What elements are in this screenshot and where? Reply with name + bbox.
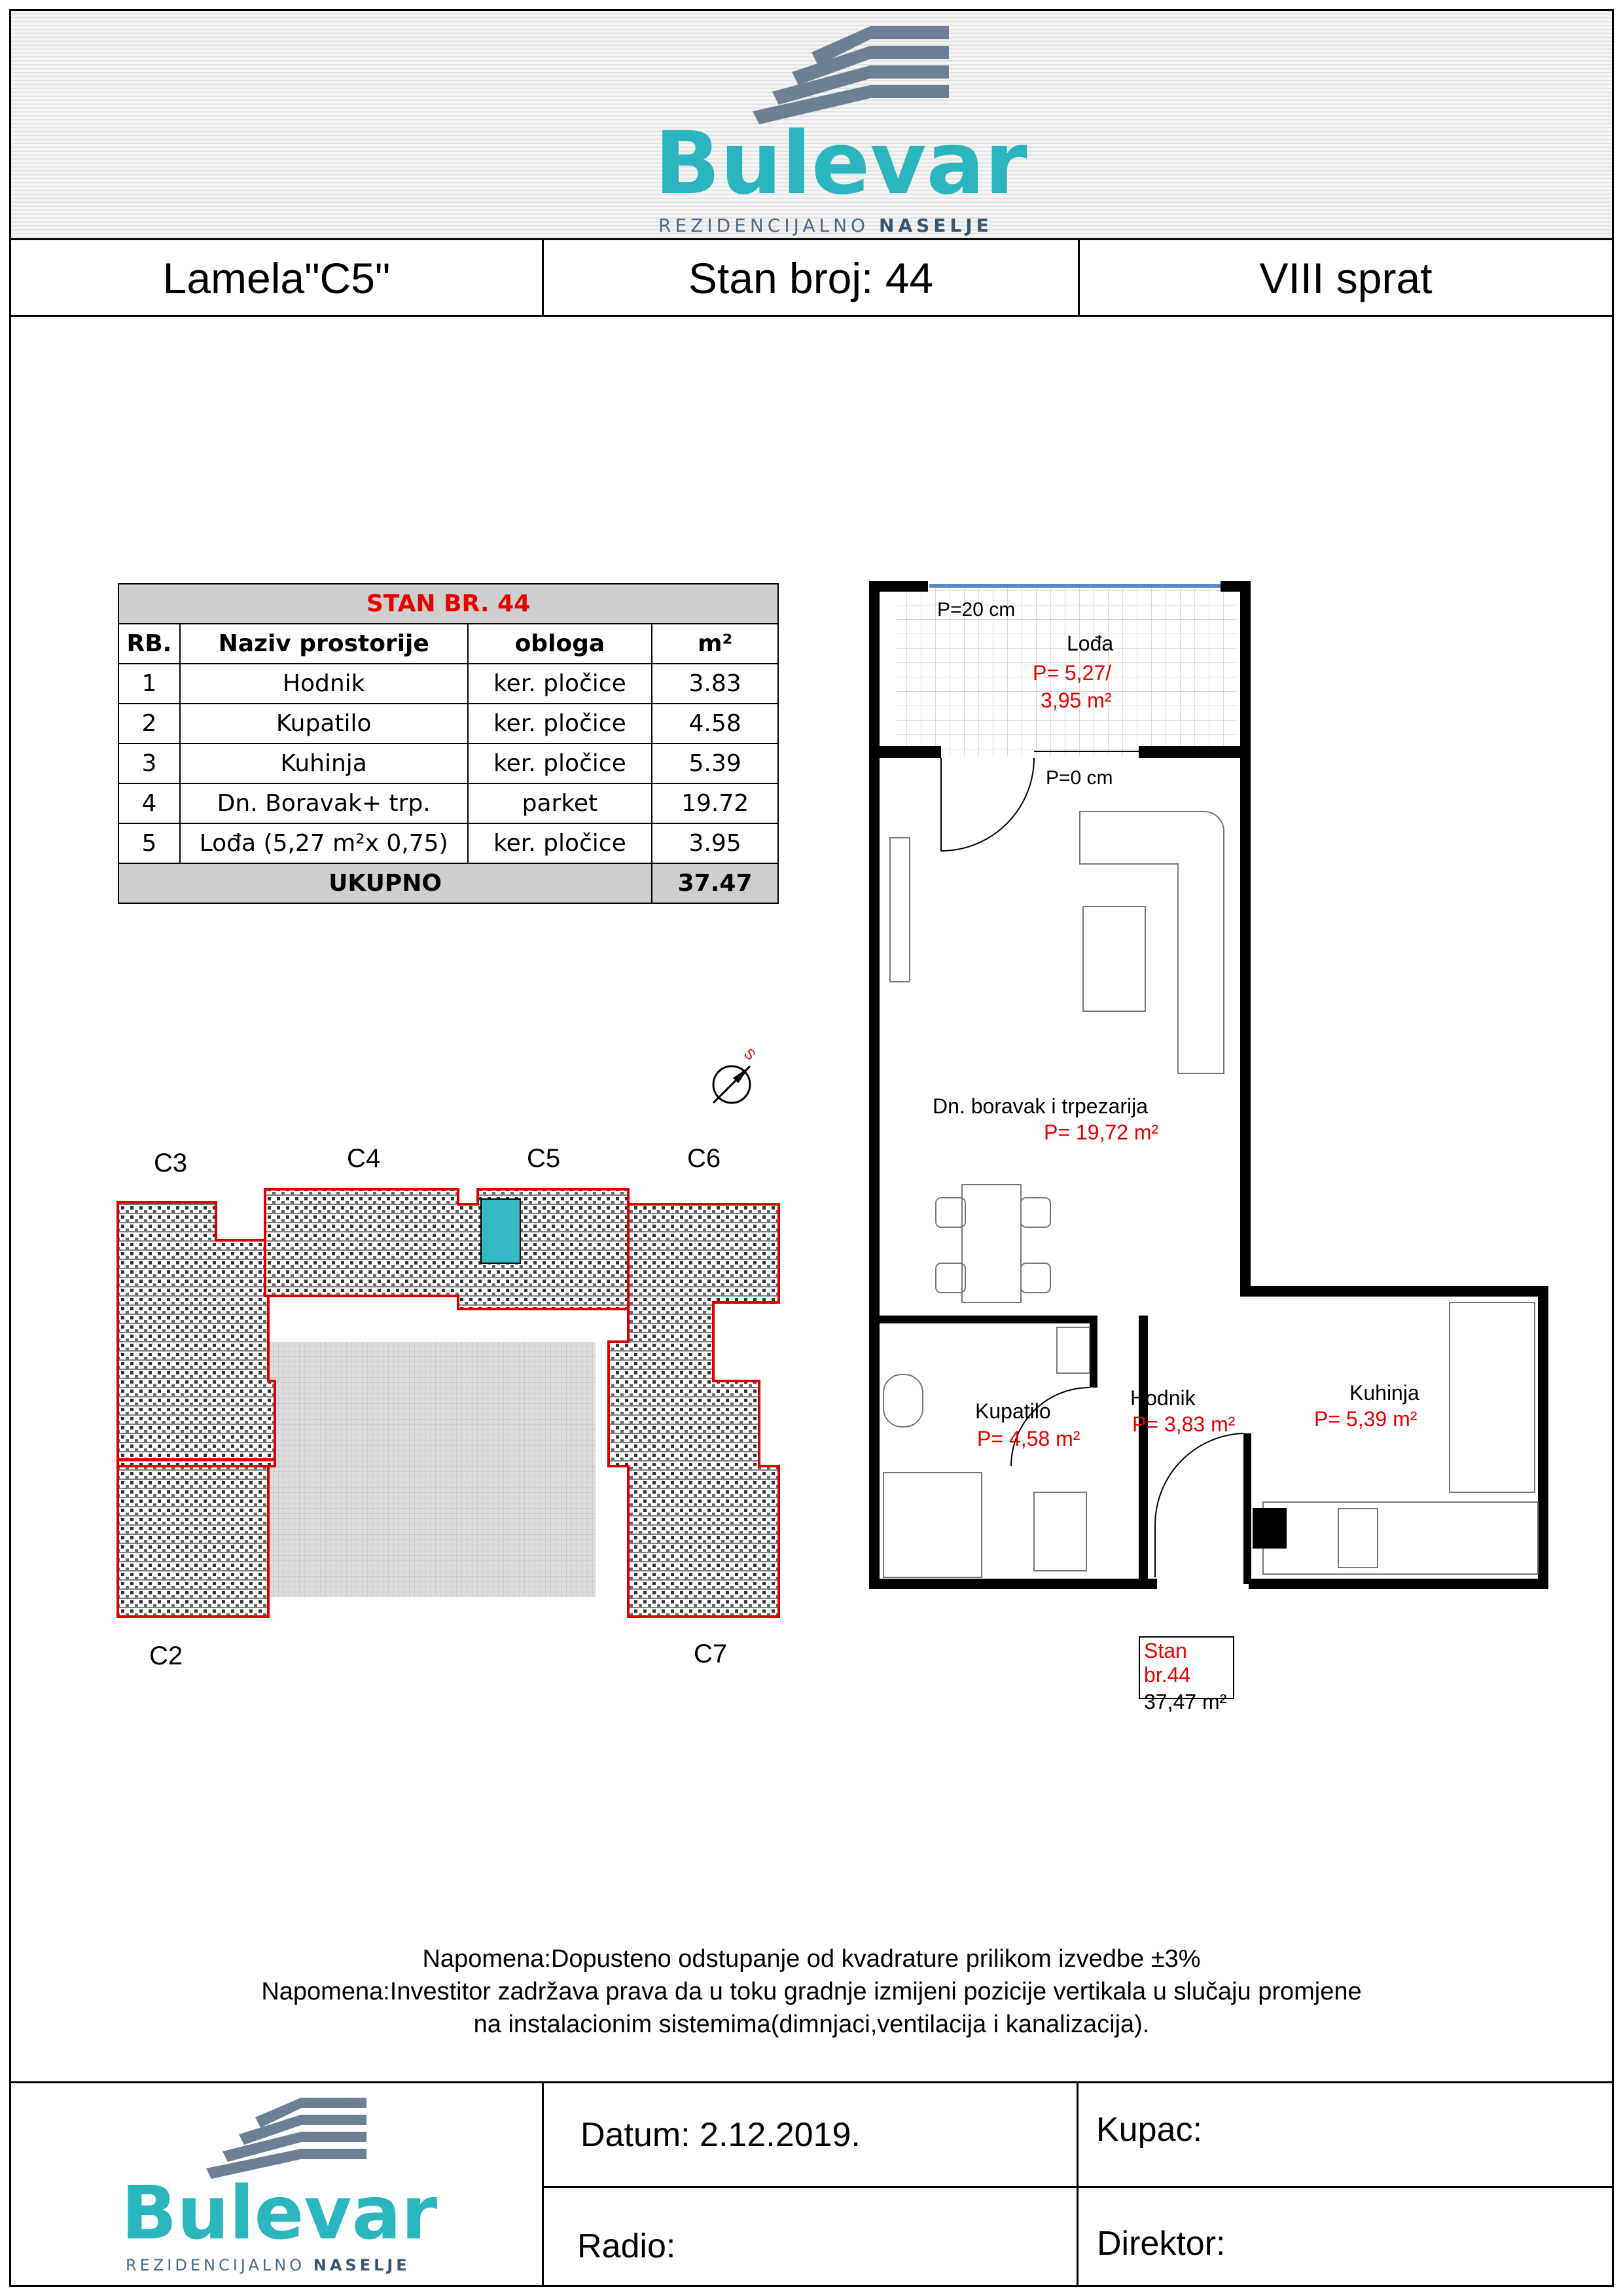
- footer-col-divider-1: [542, 2081, 544, 2287]
- chimney: [1253, 1509, 1286, 1548]
- block-label-c3: C3: [154, 1149, 188, 1177]
- loggia-area-1: P= 5,27/: [1033, 661, 1112, 685]
- stamp-title: Stan br.44: [1144, 1639, 1191, 1687]
- column-header: Naziv prostorije: [180, 624, 468, 664]
- courtyard: [268, 1342, 596, 1597]
- kitchen-base-row: [1263, 1502, 1538, 1574]
- footer-mid-divider: [542, 2186, 1614, 2188]
- apartment-number: Stan broj: 44: [688, 254, 934, 302]
- table-cell: 4: [118, 783, 180, 823]
- table-cell: Dn. Boravak+ trp.: [180, 783, 468, 823]
- table-caption: STAN BR. 44: [118, 584, 778, 624]
- washing-machine: [1034, 1492, 1086, 1571]
- block-label-c5: C5: [527, 1144, 561, 1173]
- table-cell: 5.39: [652, 744, 778, 783]
- table-cell: ker. pločice: [468, 704, 652, 744]
- hallway-area: P= 3,83 m²: [1132, 1412, 1236, 1436]
- table-cell: parket: [468, 783, 652, 823]
- living-room-label: Dn. boravak i trpezarija: [933, 1094, 1149, 1118]
- note-tolerance: Napomena:Dopusteno odstupanje od kvadrature prilikom izvedbe ±3%: [422, 1945, 1201, 1973]
- entry-door-swing: [941, 758, 1034, 851]
- table-cell: 3.83: [652, 664, 778, 704]
- table-cell: 1: [118, 664, 180, 704]
- loggia-area-2: 3,95 m²: [1041, 689, 1112, 712]
- wing-c4-c5: [265, 1189, 635, 1309]
- sofa: [1080, 812, 1224, 1073]
- table-row: [118, 704, 778, 744]
- column-header: obloga: [468, 624, 652, 664]
- total-label: UKUPNO: [118, 863, 652, 903]
- compass-icon: [707, 1044, 772, 1109]
- prepared-by-field: Radio:: [577, 2227, 676, 2265]
- chair: [936, 1198, 965, 1227]
- dining-table: [962, 1185, 1021, 1302]
- toilet: [883, 1374, 923, 1427]
- tv-unit: [890, 838, 910, 982]
- bathroom-area: P= 4,58 m²: [977, 1427, 1080, 1450]
- footer-top-divider: [9, 2081, 1614, 2083]
- table-cell: 19.72: [652, 783, 778, 823]
- brand-name: Bulevar: [654, 113, 1027, 214]
- kitchen-counter: [1450, 1302, 1535, 1492]
- kitchen-area: P= 5,39 m²: [1314, 1407, 1418, 1431]
- table-cell: Lođa (5,27 m²x 0,75): [180, 823, 468, 863]
- block-label-c2: C2: [149, 1641, 183, 1670]
- footer-brand-name: Bulevar: [121, 2171, 438, 2256]
- chair: [936, 1263, 965, 1293]
- chair: [1021, 1198, 1050, 1227]
- compass-label: S: [740, 1045, 759, 1064]
- living-room-area: P= 19,72 m²: [1044, 1121, 1159, 1144]
- footer-col-divider-2: [1077, 2081, 1079, 2287]
- wing-c6-c7: [609, 1204, 779, 1617]
- table-cell: 3: [118, 744, 180, 783]
- shower: [883, 1473, 982, 1577]
- note-installations: na instalacionim sistemima(dimnjaci,ventilacija i kanalizacija).: [473, 2011, 1150, 2038]
- table-cell: 4.58: [652, 704, 778, 744]
- loggia-label: Lođa: [1067, 632, 1114, 655]
- column-header: m²: [652, 624, 778, 664]
- table-row: [118, 744, 778, 783]
- table-cell: ker. pločice: [468, 823, 652, 863]
- total-value: 37.47: [652, 863, 778, 903]
- loggia-elevation-label: P=20 cm: [937, 599, 1016, 620]
- building-logo-icon: [124, 2091, 425, 2183]
- buyer-field: Kupac:: [1096, 2111, 1202, 2149]
- table-cell: ker. pločice: [468, 744, 652, 783]
- footer-brand-tagline: REZIDENCIJALNO NASELJE: [126, 2256, 410, 2274]
- table-row: [118, 823, 778, 863]
- wing-c2-c3: [118, 1202, 275, 1617]
- stamp-area: 37,47 m²: [1144, 1690, 1227, 1713]
- site-plan: [111, 1178, 792, 1630]
- chair: [1021, 1263, 1050, 1293]
- block-label-c4: C4: [347, 1144, 381, 1173]
- floor-plan: [864, 576, 1551, 1597]
- sink: [1057, 1327, 1090, 1373]
- table-row: [118, 664, 778, 704]
- table-cell: Kuhinja: [180, 744, 468, 783]
- bathroom-label: Kupatilo: [975, 1399, 1051, 1423]
- table-row: [118, 783, 778, 823]
- threshold-elevation-label: P=0 cm: [1046, 767, 1113, 789]
- hall-door-swing: [1155, 1433, 1243, 1577]
- floor-label: VIII sprat: [1259, 254, 1433, 302]
- table-cell: 2: [118, 704, 180, 744]
- table-cell: ker. pločice: [468, 664, 652, 704]
- block-label-c7: C7: [694, 1640, 728, 1668]
- kitchen-label: Kuhinja: [1349, 1381, 1419, 1405]
- column-header: RB.: [118, 624, 180, 664]
- brand-tagline: REZIDENCIJALNO NASELJE: [658, 215, 993, 236]
- table-cell: 3.95: [652, 823, 778, 863]
- coffee-table: [1083, 906, 1145, 1011]
- header-logo: [641, 20, 1027, 236]
- date-field: Datum: 2.12.2019.: [580, 2116, 861, 2154]
- director-field: Direktor:: [1097, 2225, 1226, 2263]
- block-label-c6: C6: [687, 1144, 721, 1173]
- rooms-table: [118, 583, 779, 904]
- table-cell: Hodnik: [180, 664, 468, 704]
- stove: [1338, 1509, 1378, 1568]
- note-investor: Napomena:Investitor zadržava prava da u toku gradnje izmijeni pozicije vertikala u slučaju promjene: [261, 1978, 1362, 2005]
- table-cell: Kupatilo: [180, 704, 468, 744]
- highlighted-apartment: [481, 1199, 520, 1263]
- apartment-stamp: [1139, 1636, 1234, 1713]
- footer-logo: [121, 2091, 438, 2281]
- hallway-label: Hodnik: [1130, 1386, 1196, 1410]
- table-cell: 5: [118, 823, 180, 863]
- lamela-title: Lamela"C5": [162, 254, 391, 302]
